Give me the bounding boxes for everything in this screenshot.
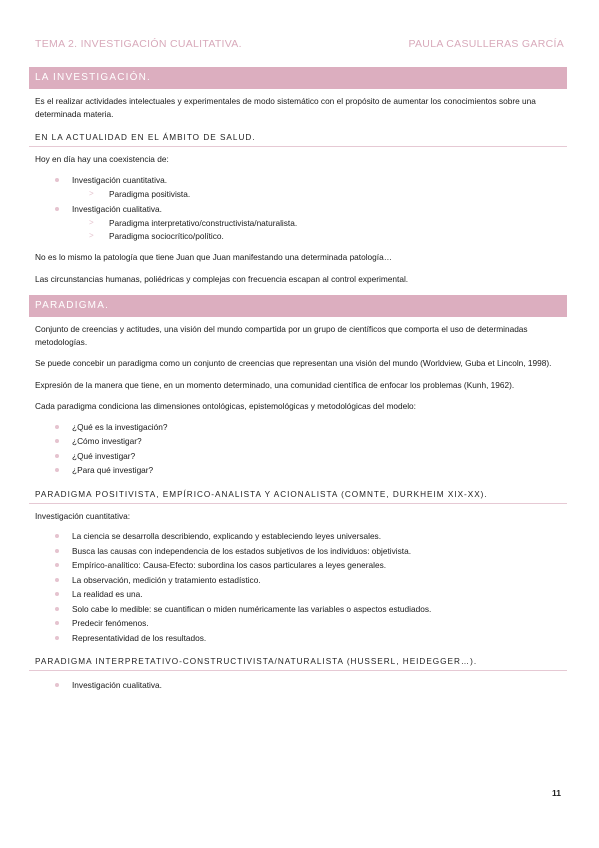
bullet-icon: [55, 178, 59, 182]
research-types-list: [29, 203, 567, 216]
paragraph: Es el realizar actividades intelectuales y experimentales de modo sistemático con el propósito de aumentar los conocimientos sobre una determinada materia.: [35, 96, 536, 119]
bullet-icon: [55, 534, 59, 538]
bullet-icon: [55, 578, 59, 582]
list-item: La observación, medición y tratamiento estadístico.: [29, 574, 567, 587]
bullet-icon: [55, 636, 59, 640]
chevron-right-icon: >: [89, 230, 94, 240]
page-header: [35, 38, 564, 50]
section-title-paradigma: PARADIGMA.: [29, 295, 567, 317]
research-types-list: [29, 174, 567, 187]
list-item: Investigación cuantitativa.: [29, 174, 567, 187]
list-item: Busca las causas con independencia de los estados subjetivos de los individuos: objetivista.: [29, 545, 567, 558]
list-item: La ciencia se desarrolla describiendo, explicando y estableciendo leyes universales.: [29, 530, 567, 543]
bullet-icon: [55, 454, 59, 458]
header-author: PAULA CASULLERAS GARCÍA: [408, 38, 564, 50]
subsection-title-actualidad: EN LA ACTUALIDAD EN EL ÁMBITO DE SALUD.: [29, 130, 567, 147]
paragraph: Se puede concebir un paradigma como un conjunto de creencias que representan una visión del mundo (Worldview, Guba et Lincoln, 1998).: [35, 358, 552, 368]
bullet-icon: [55, 621, 59, 625]
questions-list: [29, 421, 567, 477]
subsection-title-interpretativo: PARADIGMA INTERPRETATIVO-CONSTRUCTIVISTA/NATURALISTA (HUSSERL, HEIDEGGER…).: [29, 654, 567, 671]
list-item: Predecir fenómenos.: [29, 617, 567, 630]
paragraph: Las circunstancias humanas, poliédricas y complejas con frecuencia escapan al control experimental.: [35, 273, 409, 284]
bullet-icon: [55, 439, 59, 443]
bullet-icon: [55, 607, 59, 611]
list-item: ¿Para qué investigar?: [29, 464, 567, 477]
page-content: [29, 67, 567, 692]
list-item: Empírico-analítico: Causa-Efecto: subordina los casos particulares a leyes generales.: [29, 559, 567, 572]
list-item: Representatividad de los resultados.: [29, 632, 567, 645]
sublist-item: > Paradigma positivista.: [89, 189, 191, 199]
paragraph: Cada paradigma condiciona las dimensiones ontológicas, epistemológicas y metodológicas del modelo:: [35, 401, 416, 411]
page-number: 11: [552, 788, 561, 798]
bullet-icon: [55, 468, 59, 472]
paragraph: Expresión de la manera que tiene, en un momento determinado, una comunidad científica de enfocar los problemas (Kunh, 1962).: [35, 379, 515, 390]
bullet-icon: [55, 425, 59, 429]
positivism-list: [29, 530, 567, 644]
bullet-icon: [55, 592, 59, 596]
section-title-investigacion: LA INVESTIGACIÓN.: [29, 67, 567, 89]
sublist-item: > Paradigma sociocrítico/político.: [89, 230, 224, 241]
paragraph: No es lo mismo la patología que tiene Juan que Juan manifestando una determinada patología…: [35, 252, 393, 262]
list-item: ¿Cómo investigar?: [29, 435, 567, 448]
bullet-icon: [55, 683, 59, 687]
chevron-right-icon: >: [89, 189, 94, 198]
sublist: [29, 188, 567, 201]
list-item: ¿Qué investigar?: [29, 450, 567, 463]
list-item: ¿Qué es la investigación?: [29, 421, 567, 434]
bullet-icon: [55, 207, 59, 211]
list-item: Investigación cualitativa.: [29, 203, 567, 216]
subsection-title-positivista: PARADIGMA POSITIVISTA, EMPÍRICO-ANALISTA Y ACIONALISTA (COMNTE, DURKHEIM XIX-XX).: [29, 487, 567, 504]
paragraph: Hoy en día hay una coexistencia de:: [35, 154, 169, 164]
sublist: [29, 217, 567, 242]
interpretive-list: [29, 679, 567, 692]
list-item: Investigación cualitativa.: [29, 679, 567, 692]
list-item: La realidad es una.: [29, 588, 567, 601]
bullet-icon: [55, 563, 59, 567]
bullet-icon: [55, 549, 59, 553]
header-topic: TEMA 2. INVESTIGACIÓN CUALITATIVA.: [35, 38, 242, 50]
chevron-right-icon: >: [89, 218, 94, 227]
list-item: Solo cabe lo medible: se cuantifican o miden numéricamente las variables o aspectos estudiados.: [29, 603, 567, 616]
paragraph: Conjunto de creencias y actitudes, una visión del mundo compartida por un grupo de científicos que comporta el uso de determinadas metodologías.: [35, 324, 528, 347]
paragraph: Investigación cuantitativa:: [35, 510, 131, 521]
sublist-item: > Paradigma interpretativo/constructivista/naturalista.: [89, 218, 298, 228]
